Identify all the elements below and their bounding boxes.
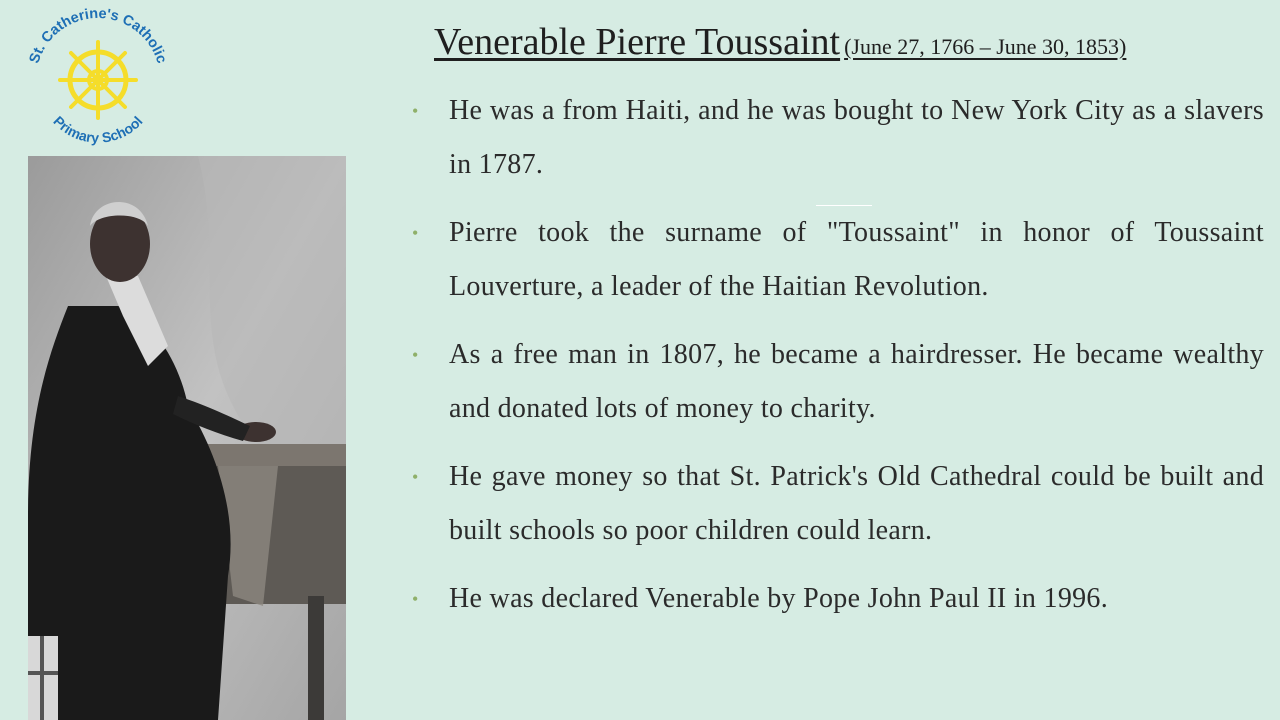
bullet-marker: • [412,589,419,609]
logo-text-top: St. Catherine's Catholic [26,8,170,66]
bullet-text: He was declared Venerable by Pope John Paul II in 1996. [449,583,1109,614]
school-logo [18,8,178,148]
ship-wheel-icon [60,42,136,118]
bullet-text: Pierre took the surname of "Toussaint" in honor of Toussaint Louverture, a leader of the Haitian Revolution. [449,217,1264,302]
list-item [412,328,1264,436]
list-item [412,84,1264,192]
bullet-marker: • [412,101,419,121]
logo-text-bottom: Primary School [50,112,146,146]
slide-title [434,20,1264,64]
title-main: Venerable Pierre Toussaint [434,21,841,63]
bullet-marker: • [412,467,419,487]
list-item [412,572,1264,626]
bullet-list [412,84,1264,640]
list-item [412,206,1264,314]
historical-portrait-photo [28,156,346,720]
bullet-text: He gave money so that St. Patrick's Old Cathedral could be built and built schools so poor children could learn. [449,461,1264,546]
portrait-photo [28,156,346,720]
bullet-text: He was a from Haiti, and he was bought to New York City as a slavers in 1787. [449,95,1264,180]
school-logo-graphic [18,8,178,148]
bullet-text: As a free man in 1807, he became a hairdresser. He became wealthy and donated lots of money to charity. [449,339,1264,424]
list-item [412,450,1264,558]
bullet-marker: • [412,345,419,365]
bullet-marker: • [412,223,419,243]
title-dates: (June 27, 1766 – June 30, 1853) [844,34,1127,59]
